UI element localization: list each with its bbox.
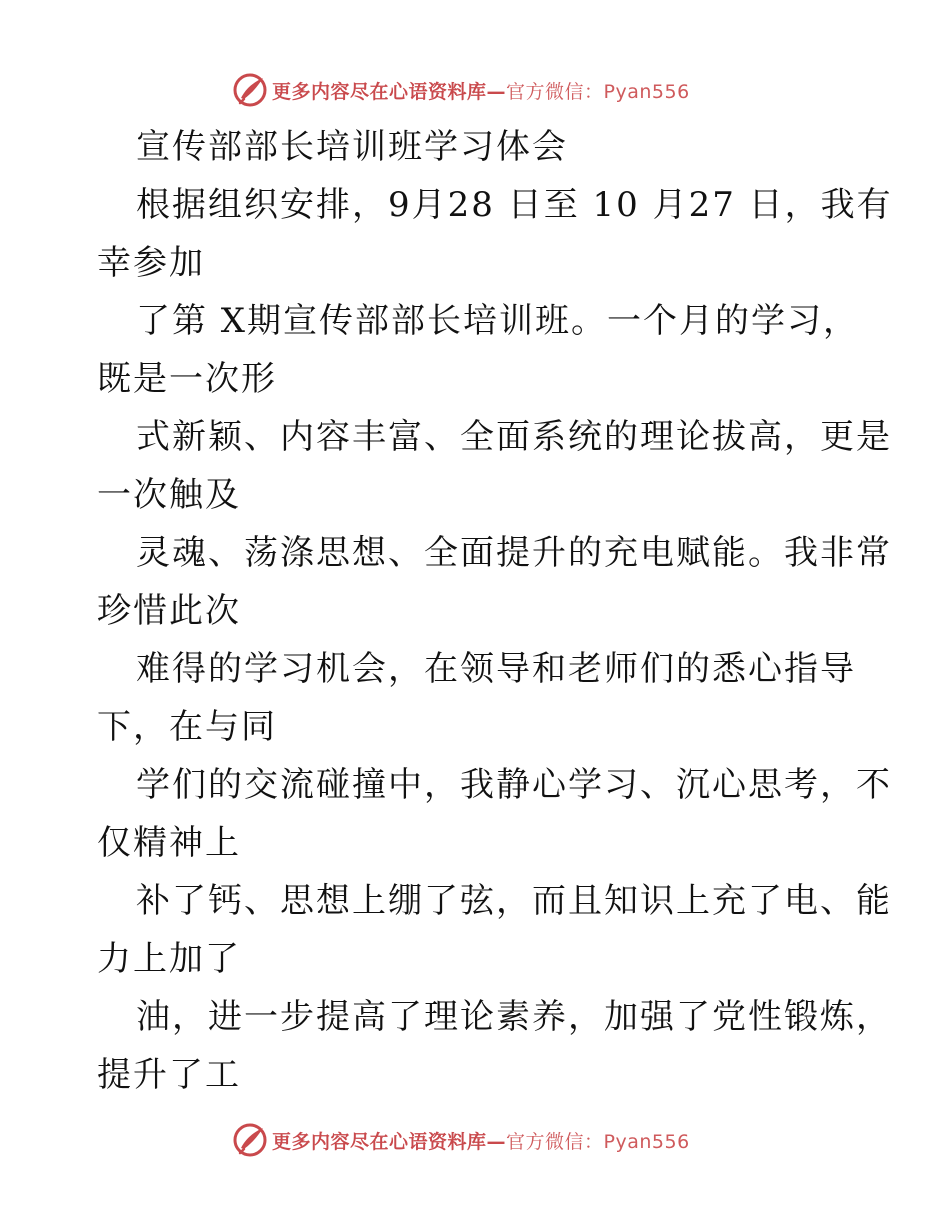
paragraph-line: 了第 X期宣传部部长培训班。一个月的学习， [136,301,860,341]
paragraph-line: 珍惜此次 [97,591,241,631]
paragraph-line: 学们的交流碰撞中，我静心学习、沉心思考，不 [136,765,892,805]
quill-logo-icon [232,1122,268,1158]
document-title: 宣传部部长培训班学习体会 [136,127,568,167]
footer-banner-text: 更多内容尽在心语资料库—官方微信：Pyan556 [272,1130,690,1153]
paragraph-line: 补了钙、思想上绷了弦，而且知识上充了电、能 [136,881,892,921]
paragraph-line: 灵魂、荡涤思想、全面提升的充电赋能。我非常 [136,533,892,573]
paragraph-line: 下，在与同 [97,707,277,747]
document-body [97,118,893,1104]
header-banner-text: 更多内容尽在心语资料库—官方微信：Pyan556 [272,80,690,103]
quill-logo-icon [232,72,268,108]
paragraph-line: 式新颖、内容丰富、全面系统的理论拔高，更是 [136,417,892,457]
paragraph-line: 仅精神上 [97,823,241,863]
paragraph-line: 难得的学习机会，在领导和老师们的悉心指导 [136,649,856,689]
paragraph-line: 油，进一步提高了理论素养，加强了党性锻炼， [136,997,892,1037]
header-banner [232,72,690,108]
paragraph-line: 一次触及 [97,475,241,515]
paragraph-line: 幸参加 [97,243,205,283]
footer-banner [232,1122,690,1158]
paragraph-line: 提升了工 [97,1055,241,1095]
paragraph-line: 力上加了 [97,939,241,979]
paragraph-line: 既是一次形 [97,359,277,399]
paragraph-line: 根据组织安排，9月28 日至 10 月27 日，我有 [136,185,893,225]
